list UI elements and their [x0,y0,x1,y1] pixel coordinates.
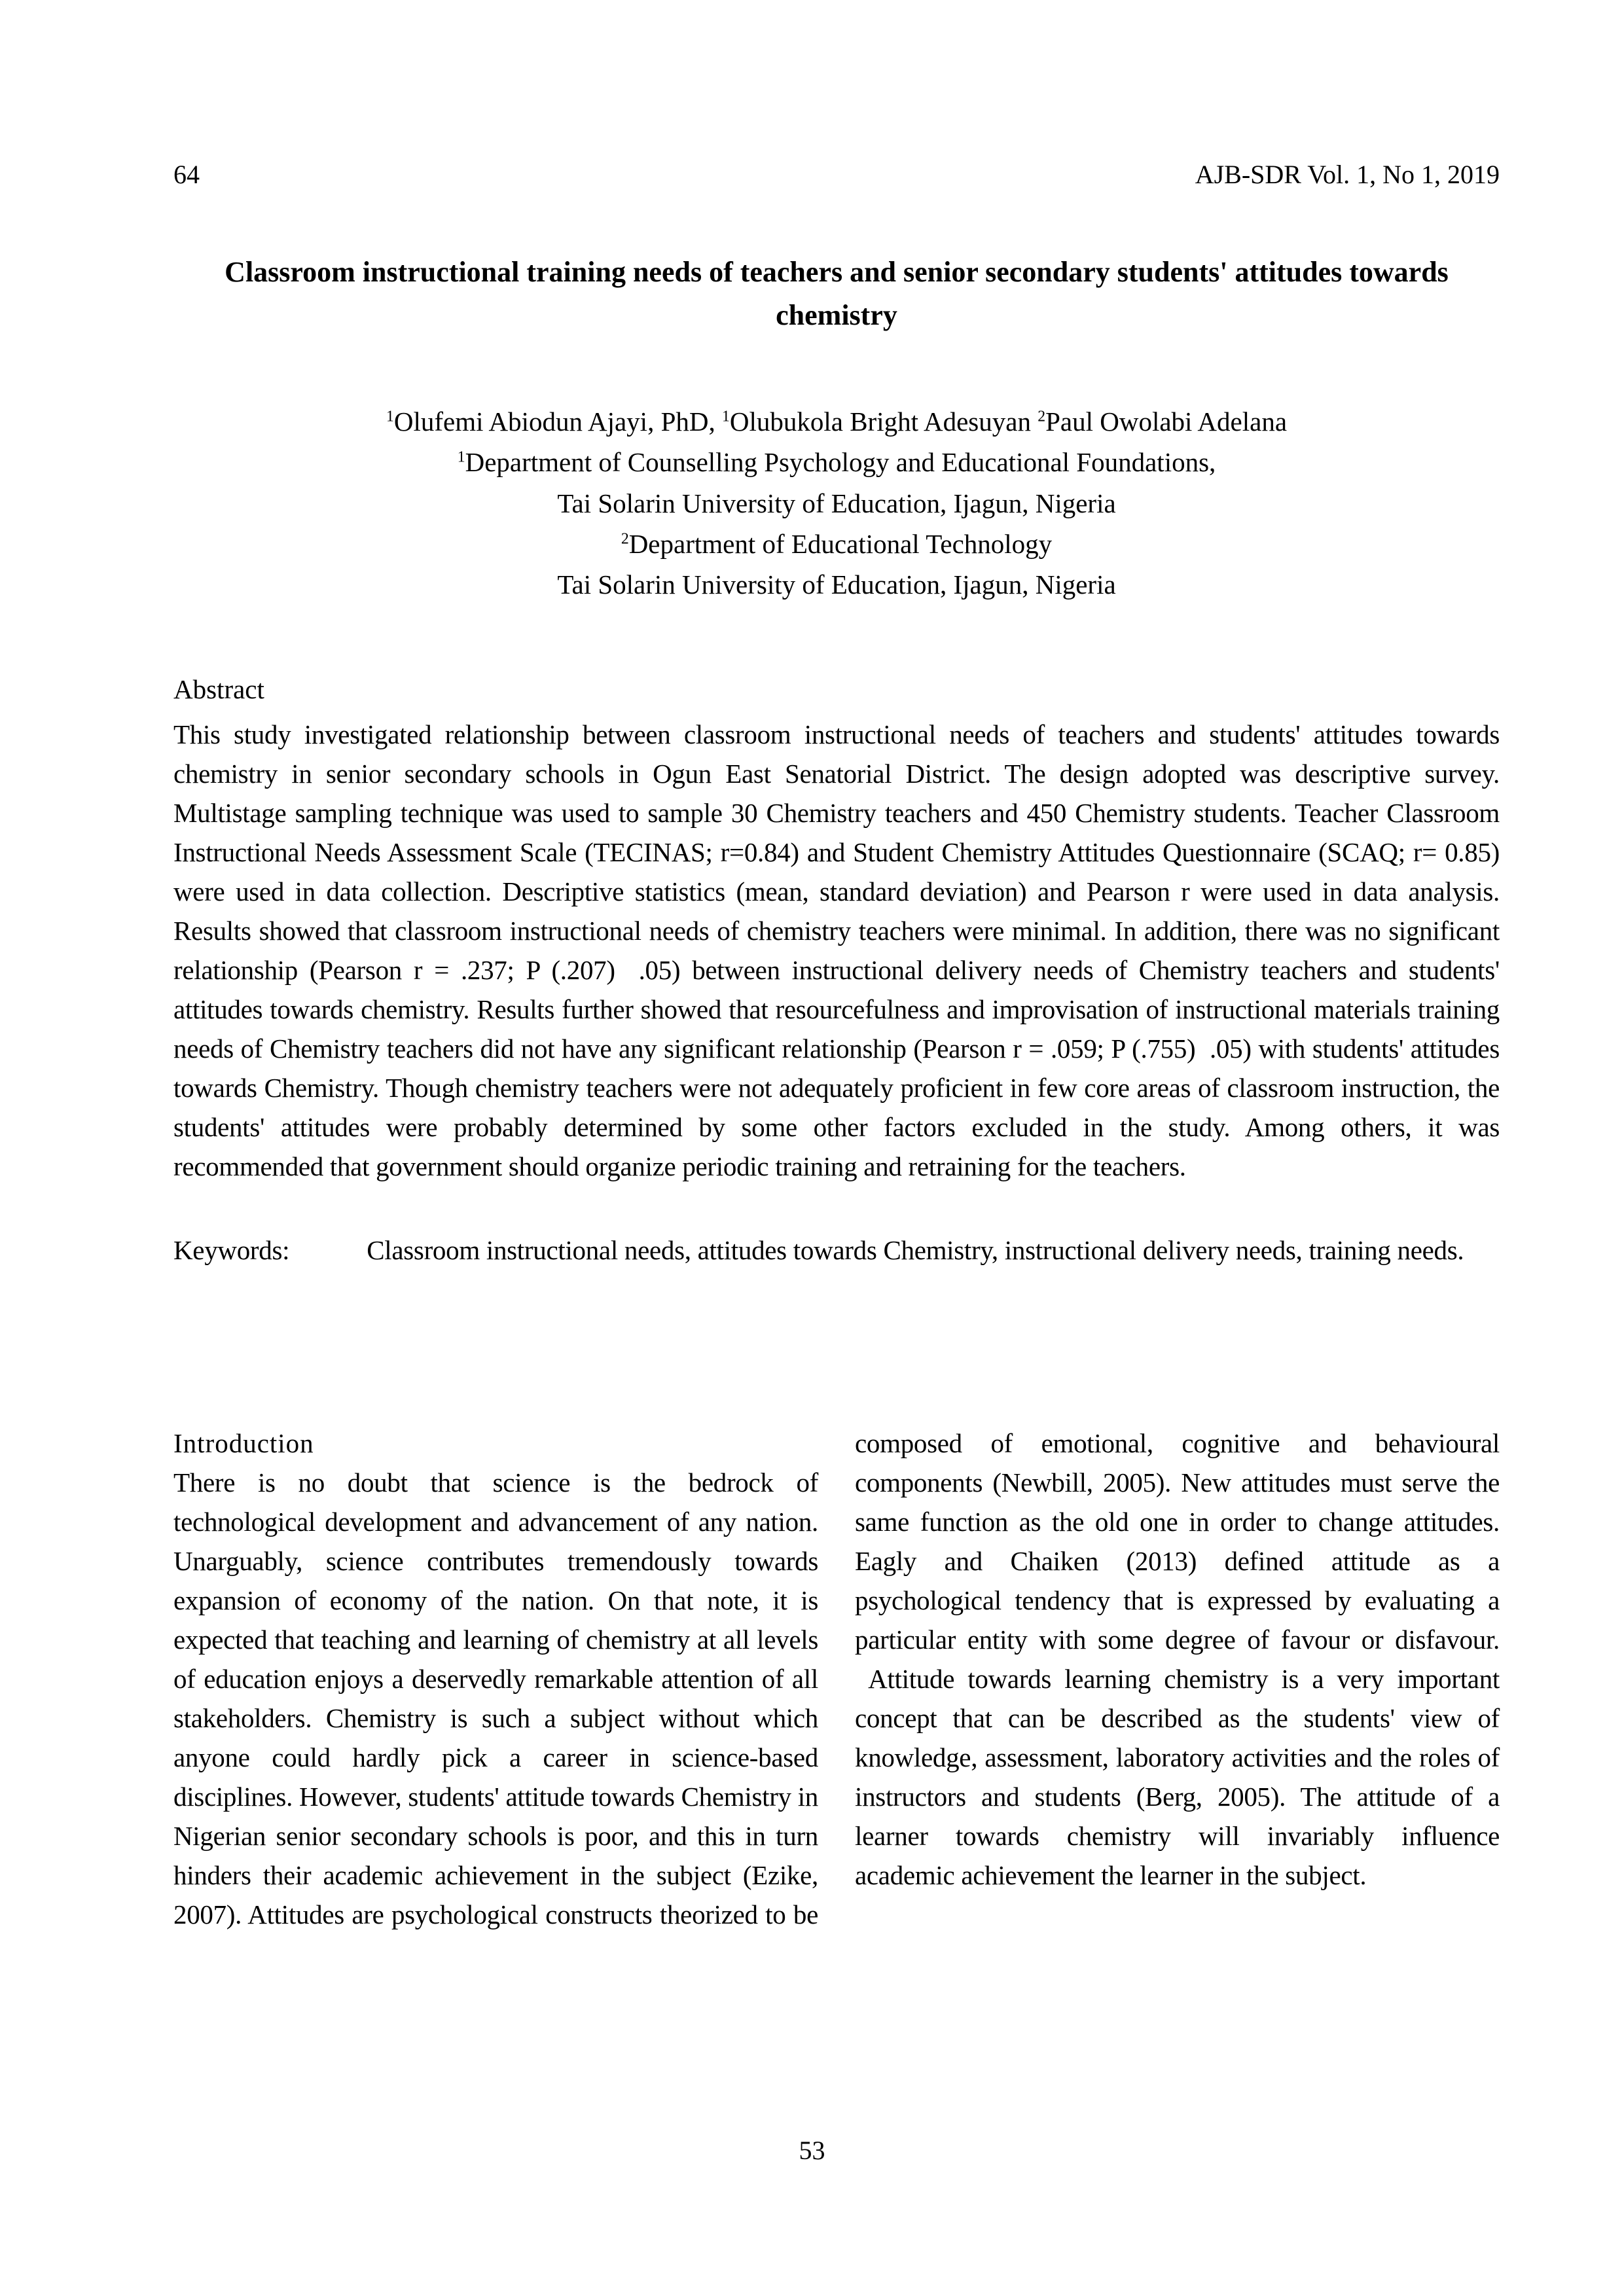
introduction-section [173,1424,1500,1934]
affiliation-line [173,524,1500,564]
affiliation-text: Department of Counselling Psychology and Educational Foundations, [465,447,1216,478]
author-name: Olubukola Bright Adesuyan [729,406,1038,437]
authors-block [173,401,1500,605]
keywords-line [173,1230,1500,1270]
authors-line [173,401,1500,442]
intro-column-left [173,1424,818,1934]
footer-page-number: 53 [799,2136,825,2165]
author-affil-mark: 2 [1038,408,1046,425]
affiliation-line [173,442,1500,482]
affil-mark: 2 [621,530,629,548]
affiliation-text: Tai Solarin University of Education, Ijagun, Nigeria [557,488,1116,518]
abstract-heading: Abstract [173,673,264,704]
intro-column-right [855,1424,1500,1934]
introduction-heading: Introduction [173,1427,314,1458]
keywords-text: Classroom instructional needs, attitudes towards Chemistry, instructional delivery needs, training needs. [367,1234,1464,1265]
paper-title: Classroom instructional training needs of teachers and senior secondary students' attitudes towards chemistry [225,256,1449,331]
author-name: Olufemi Abiodun Ajayi, PhD, [393,406,722,437]
author-affil-mark: 1 [721,408,730,425]
intro-paragraph-right: composed of emotional, cognitive and behavioural components (Newbill, 2005). New attitudes must serve the same function as the old one in order to change attitudes. Eagly and Chaiken (2013) defined attitude as a psychological tendency that is expressed by evaluating a particular entity with some degree of favour or disfavour. Attitude towards learning chemistry is a very important concept that can be described as the students' view of knowledge, assessment, laboratory activities and the roles of instructors and students (Berg, 2005). The attitude of a learner towards chemistry will invariably influence academic achievement the learner in the subject. [855,1427,1500,1890]
affiliation-line [173,564,1500,605]
affiliation-text: Department of Educational Technology [628,528,1053,559]
affil-mark: 1 [457,448,465,466]
abstract-body: This study investigated relationship between classroom instructional needs of teachers and students' attitudes towards chemistry in senior secondary schools in Ogun East Senatorial District. The design adopted was descriptive survey. Multistage sampling technique was used to sample 30 Chemistry teachers and 450 Chemistry students. Teacher Classroom Instructional Needs Assessment Scale (TECINAS; r=0.84) and Student Chemistry Attitudes Questionnaire (SCAQ; r= 0.85) were used in data collection. Descriptive statistics (mean, standard deviation) and Pearson r were used in data analysis. Results showed that classroom instructional needs of chemistry teachers were minimal. In addition, there was no significant relationship (Pearson r = .237; P (.207) .05) between instructional delivery needs of Chemistry teachers and students' attitudes towards chemistry. Results further showed that resourcefulness and improvisation of instructional materials training needs of Chemistry teachers did not have any significant relationship (Pearson r = .059; P (.755) .05) with students' attitudes towards Chemistry. Though chemistry teachers were not adequately proficient in few core areas of classroom instruction, the students' attitudes were probably determined by some other factors excluded in the study. Among others, it was recommended that government should organize periodic training and retraining for the teachers. [173,719,1500,1181]
affiliation-line [173,483,1500,524]
keywords-label: Keywords: [173,1234,290,1265]
running-header [173,0,1500,190]
header-page-number: 64 [173,160,200,189]
author-affil-mark: 1 [386,408,394,425]
intro-paragraph-left: There is no doubt that science is the bedrock of technological development and advancement of any nation. Unarguably, science contributes tremendously towards expansion of economy of the nation. On that note, it is expected that teaching and learning of chemistry at all levels of education enjoys a deservedly remarkable attention of all stakeholders. Chemistry is such a subject without which anyone could hardly pick a career in science-based disciplines. However, students' attitude towards Chemistry in Nigerian senior secondary schools is poor, and this in turn hinders their academic achievement in the subject (Ezike, 2007). Attitudes are psychological constructs theorized to be [173,1467,818,1929]
header-journal-ref: AJB-SDR Vol. 1, No 1, 2019 [1195,160,1500,189]
affiliation-text: Tai Solarin University of Education, Ijagun, Nigeria [557,569,1116,600]
author-name: Paul Owolabi Adelana [1045,406,1288,437]
